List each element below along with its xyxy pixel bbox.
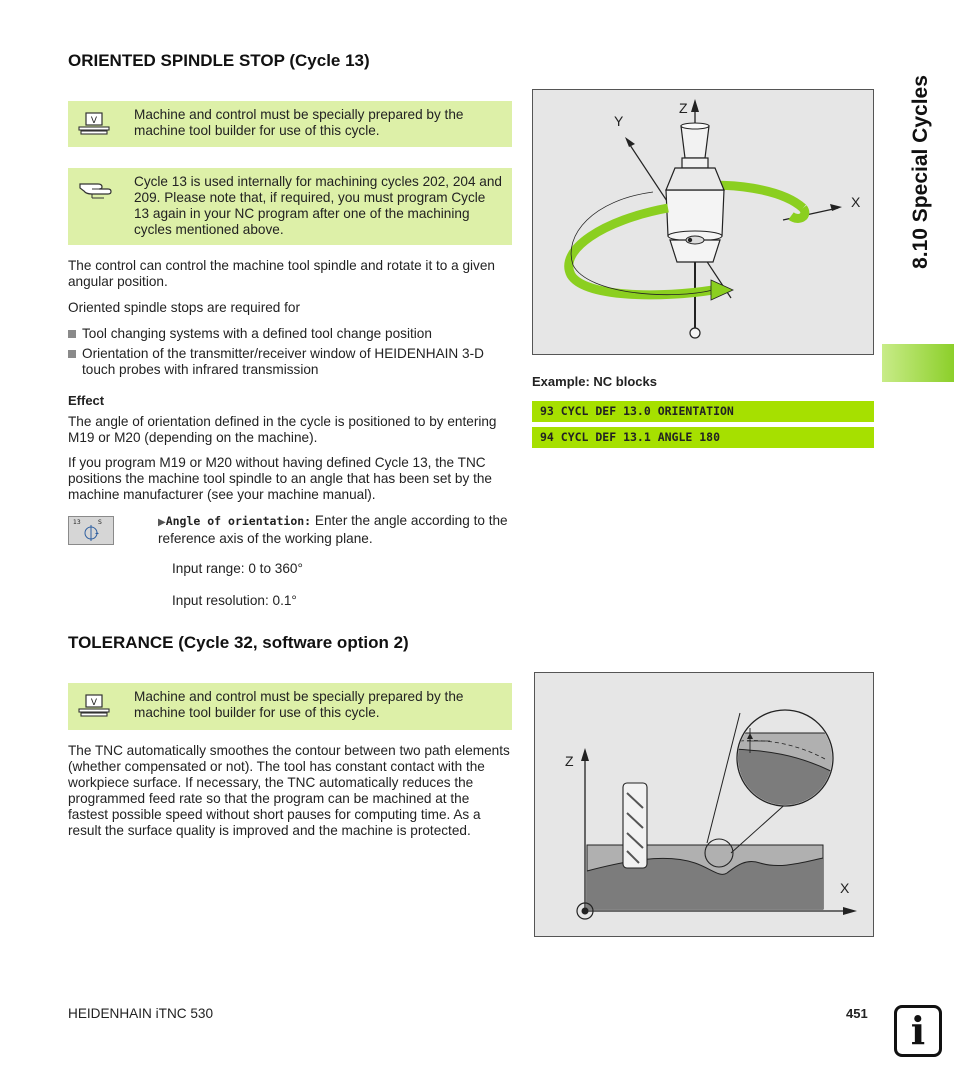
tolerance-paragraph: The TNC automatically smoothes the contour between two path elements (whether compensated or not). The tool has constant contact with the workpiece surface. If necessary, the TNC automatically reduces the programmed feed rate so that the program can be machined at the fastest possible speed without short pauses for computing time. As a result the surface quality is improved and the machine is protected.: [68, 743, 510, 838]
tolerance-diagram: [535, 673, 873, 936]
hint-note-text: Cycle 13 is used internally for machining cycles 202, 204 and 209. Please note that, if required, you must program Cycle 13 again in your NC program after one of the machining cycles mentioned above.: [134, 174, 502, 237]
section-title-text: 8.10 Special Cycles: [909, 75, 932, 269]
input-resolution: Input resolution: 0.1°: [172, 593, 297, 608]
parameter-name: Angle of orientation:: [165, 514, 312, 528]
hint-note: [68, 168, 512, 245]
x-axis-label: X: [851, 194, 861, 210]
parameter-description: ▶Angle of orientation: Enter the angle according to the reference axis of the working plane.: [158, 513, 508, 546]
page-number: 451: [846, 1006, 868, 1021]
x-axis-label: X: [840, 880, 850, 896]
bullet-square-icon: [68, 330, 76, 338]
tolerance-figure: [534, 672, 874, 937]
nc-block-2: 94 CYCL DEF 13.1 ANGLE 180: [532, 427, 874, 448]
input-range: Input range: 0 to 360°: [172, 561, 303, 576]
machine-note-1-text: Machine and control must be specially prepared by the machine tool builder for use of this cycle.: [134, 107, 464, 138]
footer-product: HEIDENHAIN iTNC 530: [68, 1006, 214, 1021]
section-title-vertical: [896, 52, 946, 292]
bullet-item: Tool changing systems with a defined tool change position: [68, 326, 512, 342]
heading-tolerance: TOLERANCE (Cycle 32, software option 2): [68, 633, 409, 652]
z-axis-label: Z: [679, 100, 688, 116]
spindle-orientation-icon: [81, 523, 101, 543]
svg-text:V: V: [90, 116, 98, 126]
pointing-hand-icon: [78, 176, 112, 200]
y-axis-label: Y: [614, 113, 624, 129]
chapter-tab[interactable]: [882, 344, 954, 382]
nc-block-1: 93 CYCL DEF 13.0 ORIENTATION: [532, 401, 874, 422]
bullet-square-icon: [68, 350, 76, 358]
machine-note-2: [68, 683, 512, 730]
machine-note-2-text: Machine and control must be specially prepared by the machine tool builder for use of this cycle.: [134, 689, 464, 720]
cycle-13-softkey[interactable]: [68, 516, 114, 545]
softkey-number: 13: [73, 519, 81, 526]
parameter-arrow-icon: ▶: [158, 517, 166, 528]
z-axis-label: Z: [565, 753, 574, 769]
spindle-diagram: [533, 90, 873, 354]
svg-text:V: V: [90, 698, 98, 708]
info-icon[interactable]: i: [894, 1005, 942, 1057]
machine-icon: [78, 694, 110, 718]
heading-oriented-spindle-stop: ORIENTED SPINDLE STOP (Cycle 13): [68, 51, 370, 70]
requirement-paragraph: Oriented spindle stops are required for: [68, 300, 300, 315]
intro-paragraph: The control can control the machine tool spindle and rotate it to a given angular position.: [68, 258, 495, 289]
effect-heading: Effect: [68, 393, 105, 408]
bullet-item: Orientation of the transmitter/receiver window of HEIDENHAIN 3-D touch probes with infrared transmission: [68, 346, 512, 378]
spindle-orientation-figure: [532, 89, 874, 355]
softkey-letter: S: [98, 519, 102, 526]
machine-note-1: [68, 101, 512, 147]
effect-paragraph-1: The angle of orientation defined in the cycle is positioned to by entering M19 or M20 (depending on the machine).: [68, 414, 497, 445]
machine-icon: [78, 112, 110, 136]
example-heading: Example: NC blocks: [532, 374, 657, 389]
effect-paragraph-2: If you program M19 or M20 without having defined Cycle 13, the TNC positions the machine tool spindle to an angle that has been set by the machine manufacturer (see your machine manual).: [68, 455, 492, 502]
